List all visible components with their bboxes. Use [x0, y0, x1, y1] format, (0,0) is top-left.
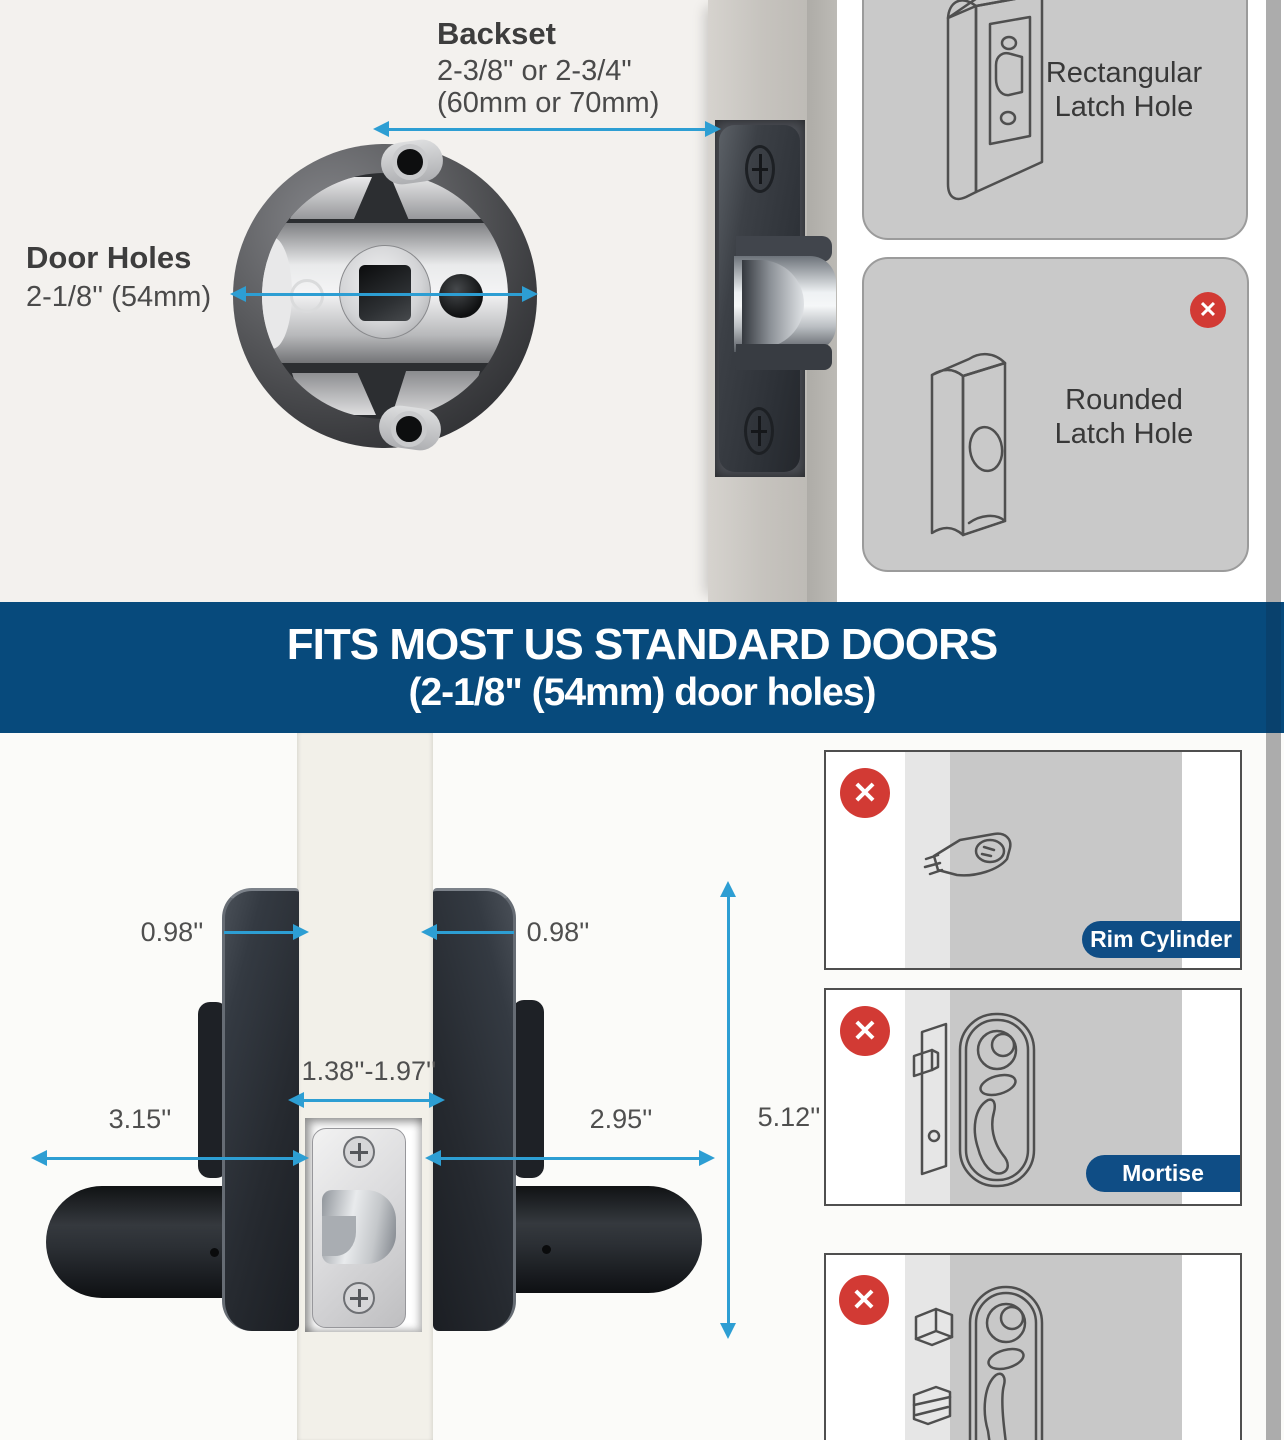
red-x-icon: ✕	[1190, 292, 1226, 328]
dim-body-height-label: 5.12''	[757, 1102, 821, 1132]
dim-left-length-label: 3.15''	[108, 1104, 172, 1134]
right-rosette-edge	[512, 1000, 544, 1178]
right-edge-bar	[1266, 733, 1281, 1440]
left-lever-pinhole	[210, 1248, 219, 1257]
lock-rear-inner	[262, 173, 508, 419]
bottom-latch-bolt	[322, 1190, 396, 1264]
screw-icon	[392, 144, 428, 180]
banner-title: FITS MOST US STANDARD DOORS	[286, 619, 998, 669]
backset-label: Backset	[437, 16, 556, 51]
dim-right-length-arrow	[440, 1157, 700, 1160]
screw-icon	[343, 1136, 375, 1168]
red-x-icon: ✕	[840, 768, 890, 818]
right-lock-body	[433, 888, 516, 1331]
screw-icon	[744, 407, 774, 455]
screw-icon	[745, 145, 775, 193]
dim-right-depth-arrow	[436, 931, 514, 934]
dim-left-depth-arrow	[224, 931, 294, 934]
right-edge-bar	[1266, 0, 1281, 602]
dim-body-height-arrow	[727, 896, 730, 1324]
latch-bolt-housing	[736, 344, 832, 370]
door-holes-dimension: 2-1/8'' (54mm)	[26, 281, 212, 313]
mortise-badge: Mortise	[1086, 1155, 1240, 1192]
mortise-illustration	[896, 1008, 1056, 1193]
right-edge-bar-banner	[1266, 602, 1281, 733]
door-holes-arrow	[245, 293, 523, 296]
mortise-panel	[824, 988, 1242, 1206]
rim-cylinder-illustration	[912, 814, 1032, 904]
red-x-icon: ✕	[839, 1275, 889, 1325]
screw-icon	[343, 1282, 375, 1314]
screw-icon	[391, 411, 427, 447]
dim-door-thickness-arrow	[303, 1099, 430, 1102]
red-x-icon: ✕	[840, 1006, 890, 1056]
dim-door-thickness-label: 1.38''-1.97''	[301, 1056, 437, 1086]
backset-dimension: 2-3/8" or 2-3/4"	[437, 55, 632, 87]
door-holes-label: Door Holes	[26, 240, 192, 275]
dim-left-depth-label: 0.98''	[140, 917, 204, 947]
left-lock-body	[222, 888, 299, 1331]
rounded-latch-panel	[862, 257, 1249, 572]
dim-right-depth-label: 0.98''	[526, 917, 590, 947]
rim-cylinder-badge: Rim Cylinder	[1082, 921, 1240, 958]
right-lever-pinhole	[542, 1245, 551, 1254]
rounded-latch-label: Rounded Latch Hole	[1054, 384, 1194, 450]
dim-left-length-arrow	[46, 1157, 294, 1160]
rectangular-latch-panel	[862, 0, 1248, 240]
rim-cylinder-panel	[824, 750, 1242, 970]
banner-subtitle: (2-1/8" (54mm) door holes)	[408, 670, 876, 714]
third-incompatible-illustration	[892, 1279, 1062, 1440]
backset-arrow	[388, 128, 706, 131]
third-incompatible-panel	[824, 1253, 1242, 1440]
backset-dimension-metric: (60mm or 70mm)	[437, 87, 660, 119]
dim-right-length-label: 2.95''	[589, 1104, 653, 1134]
rectangular-latch-label: Rectangular Latch Hole	[1045, 57, 1203, 123]
banner	[0, 602, 1284, 733]
